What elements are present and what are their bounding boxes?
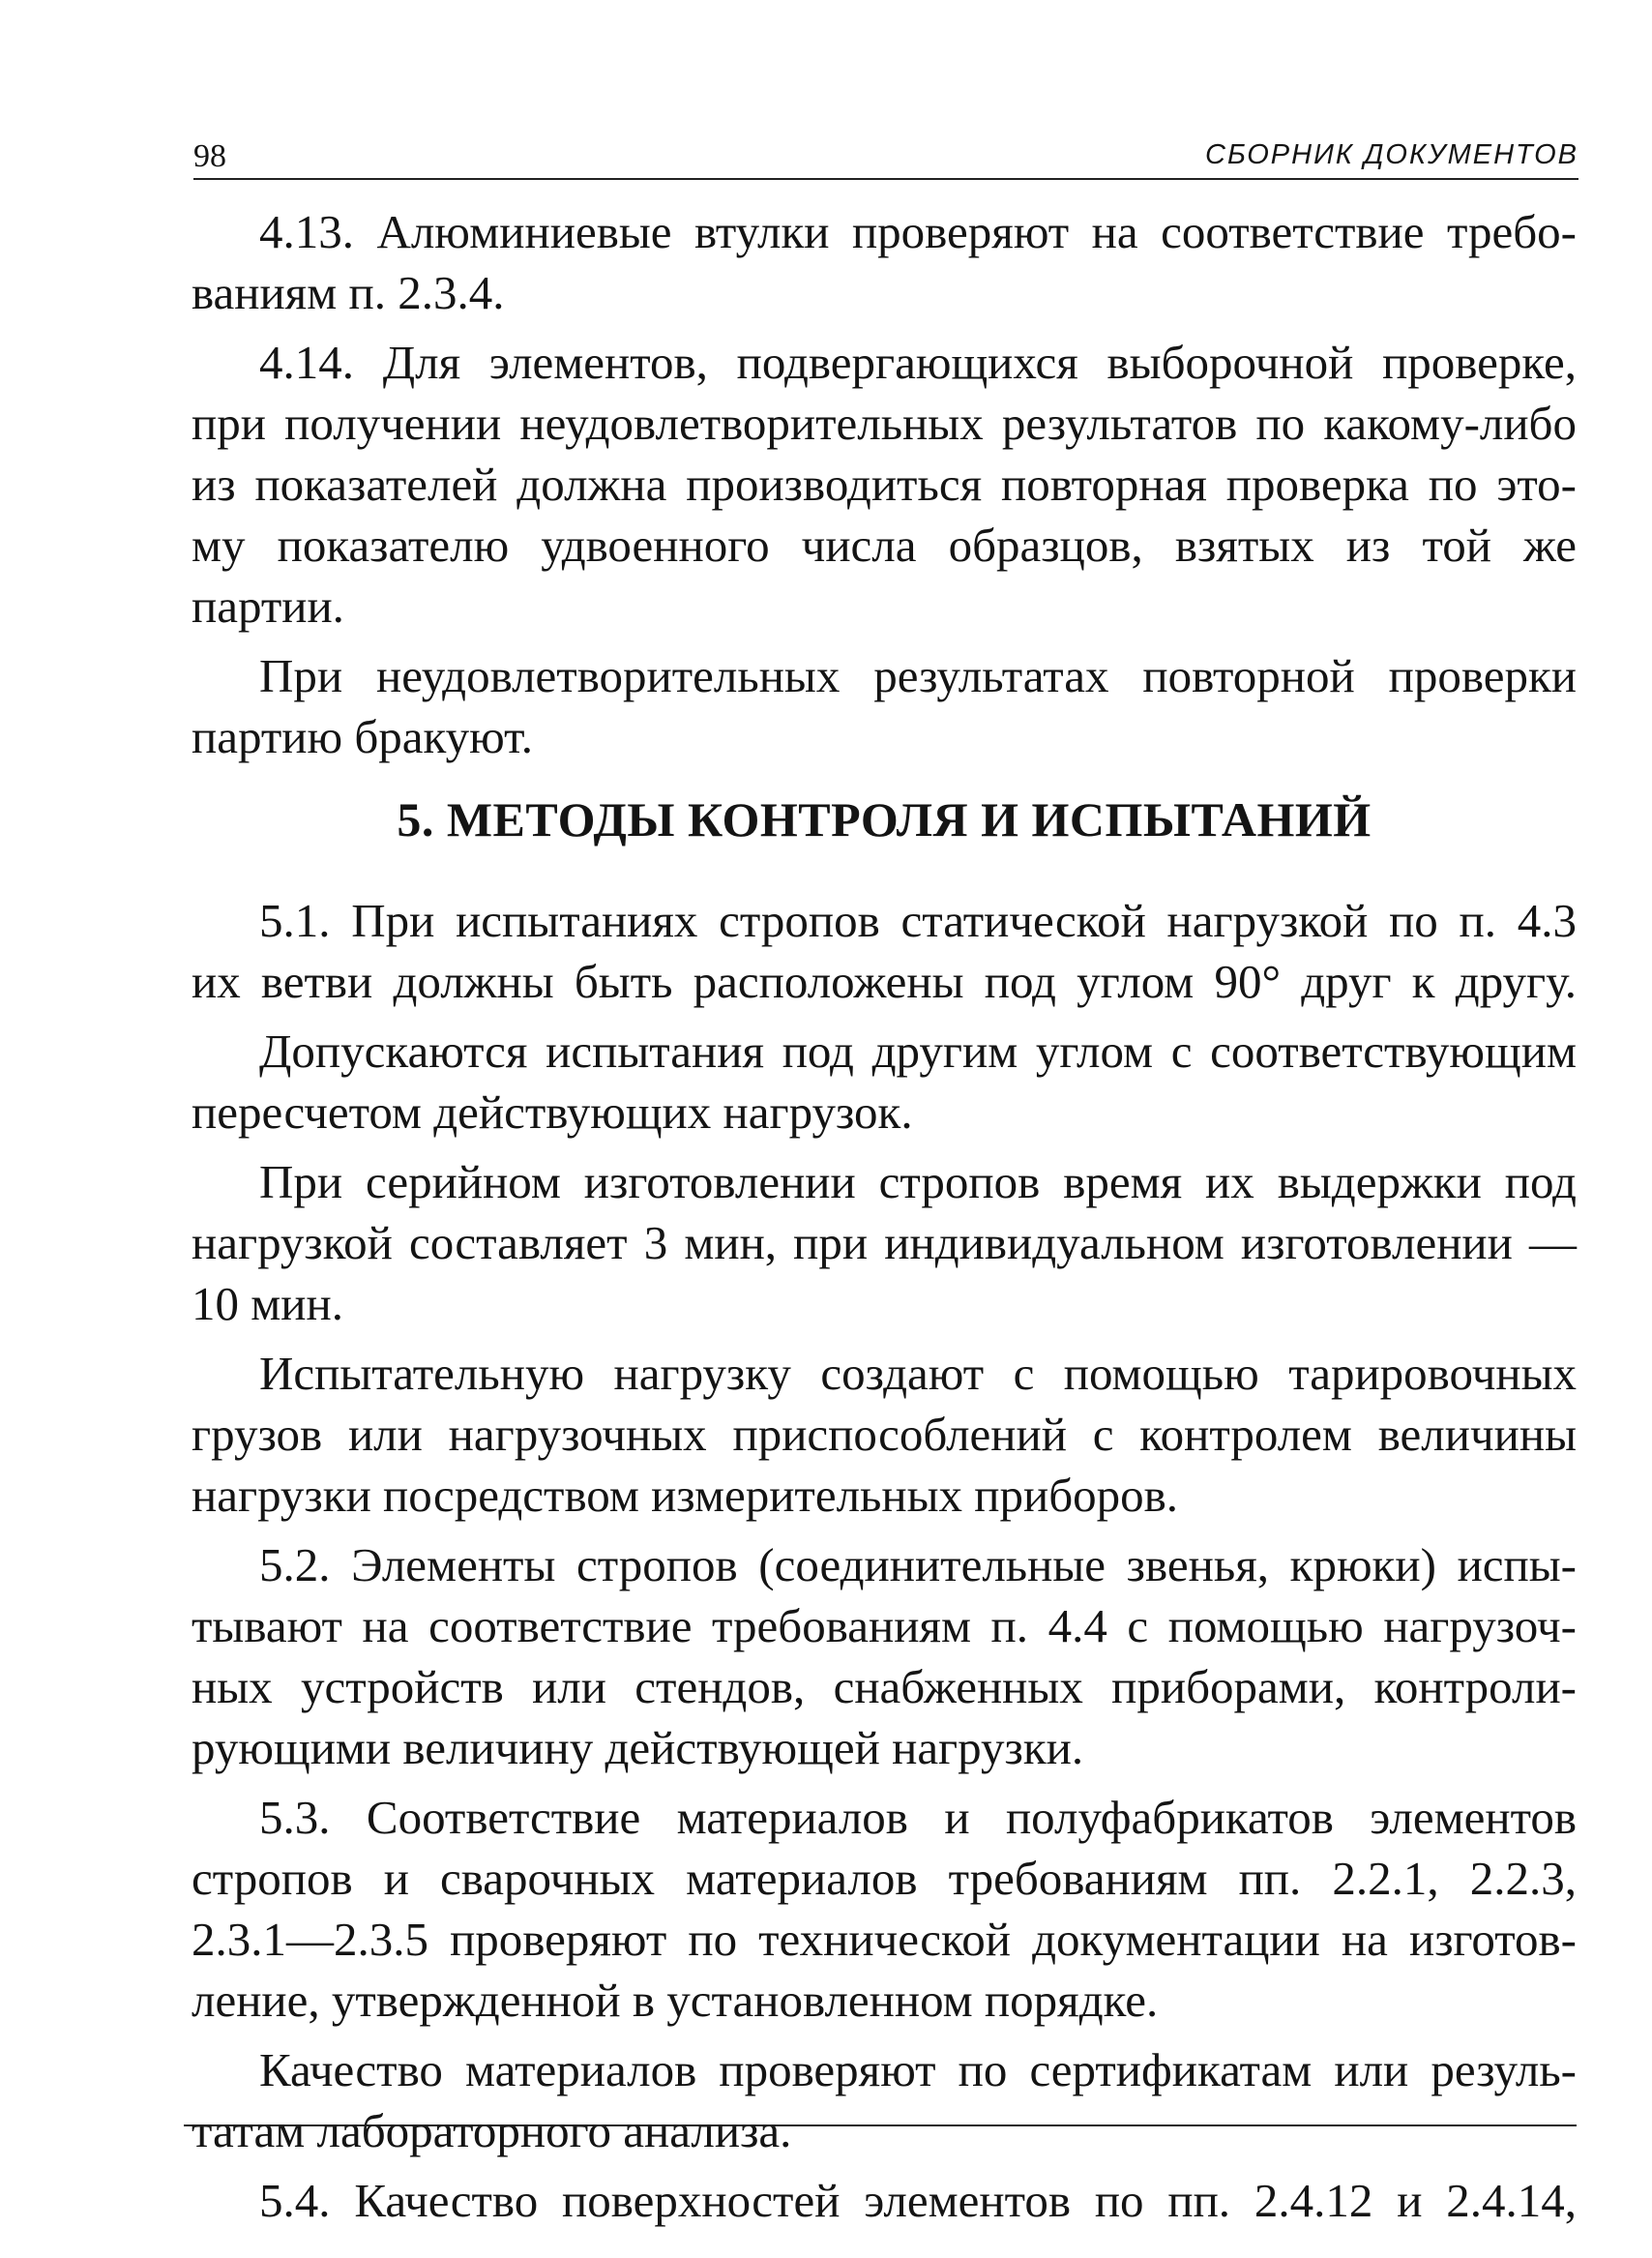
paragraph-line: грузов или нагрузочных приспособлений с контролем величины <box>192 1408 1577 1461</box>
paragraph-line: ных устройств или стендов, снабженных приборами, контроли- <box>192 1660 1577 1713</box>
section-5-text <box>192 890 1577 2231</box>
paragraph-line: их ветви должны быть расположены под углом 90° друг к другу. <box>192 955 1577 1008</box>
paragraph-line: партию бракуют. <box>192 710 534 763</box>
paragraph-line: Допускаются испытания под другим углом с соответствующим <box>259 1025 1577 1078</box>
paragraph-line: При неудовлетворительных результатах повторной проверки <box>259 649 1577 702</box>
running-title: СБОРНИК ДОКУМЕНТОВ <box>1205 139 1578 170</box>
paragraph-line: 5.1. При испытаниях стропов статической нагрузкой по п. 4.3 <box>259 894 1577 947</box>
paragraph-line: пересчетом действующих нагрузок. <box>192 1085 913 1139</box>
paragraph-line: из показателей должна производиться повторная проверка по это- <box>192 458 1577 511</box>
paragraph-line: татам лабораторного анализа. <box>192 2104 792 2157</box>
paragraph-line: 10 мин. <box>192 1277 343 1330</box>
paragraph-line: 5.4. Качество поверхностей элементов по пп. 2.4.12 и 2.4.14, <box>259 2174 1577 2227</box>
paragraph-line: при получении неудовлетворительных результатов по какому-либо <box>192 397 1577 450</box>
paragraph-line: партии. <box>192 579 344 633</box>
paragraph-line: тывают на соответствие требованиям п. 4.4 с помощью нагрузоч- <box>192 1599 1577 1652</box>
paragraph-line: 5.3. Соответствие материалов и полуфабрикатов элементов <box>259 1791 1577 1844</box>
paragraph-line: 5.2. Элементы стропов (соединительные звенья, крюки) испы- <box>259 1538 1577 1591</box>
paragraph-line: му показателю удвоенного числа образцов, взятых из той же <box>192 519 1577 572</box>
paragraph-line: стропов и сварочных материалов требованиям пп. 2.2.1, 2.2.3, <box>192 1852 1577 1905</box>
page-number: 98 <box>193 138 226 174</box>
paragraph-line: ление, утвержденной в установленном порядке. <box>192 1974 1159 2027</box>
paragraph-line: 4.14. Для элементов, подвергающихся выборочной проверке, <box>259 336 1577 389</box>
paragraph-line: 2.3.1—2.3.5 проверяют по технической документации на изготов- <box>192 1913 1577 1966</box>
paragraph-line: рующими величину действующей нагрузки. <box>192 1721 1084 1774</box>
section-4-text <box>192 201 1577 767</box>
paragraph-line: При серийном изготовлении стропов время их выдержки под <box>259 1155 1577 1208</box>
paragraph-line: 4.13. Алюминиевые втулки проверяют на соответствие требо- <box>259 205 1577 258</box>
paragraph-line: ваниям п. 2.3.4. <box>192 266 505 319</box>
section-heading: 5. МЕТОДЫ КОНТРОЛЯ И ИСПЫТАНИЙ <box>397 792 1372 847</box>
paragraph-line: нагрузкой составляет 3 мин, при индивидуальном изготовлении — <box>192 1216 1577 1269</box>
paragraph-line: Испытательную нагрузку создают с помощью тарировочных <box>259 1347 1577 1400</box>
paragraph-line: нагрузки посредством измерительных приборов. <box>192 1469 1179 1522</box>
footer-rule <box>184 2124 1577 2126</box>
paragraph-line: Качество материалов проверяют по сертификатам или резуль- <box>259 2043 1577 2096</box>
page-header <box>193 120 1578 180</box>
